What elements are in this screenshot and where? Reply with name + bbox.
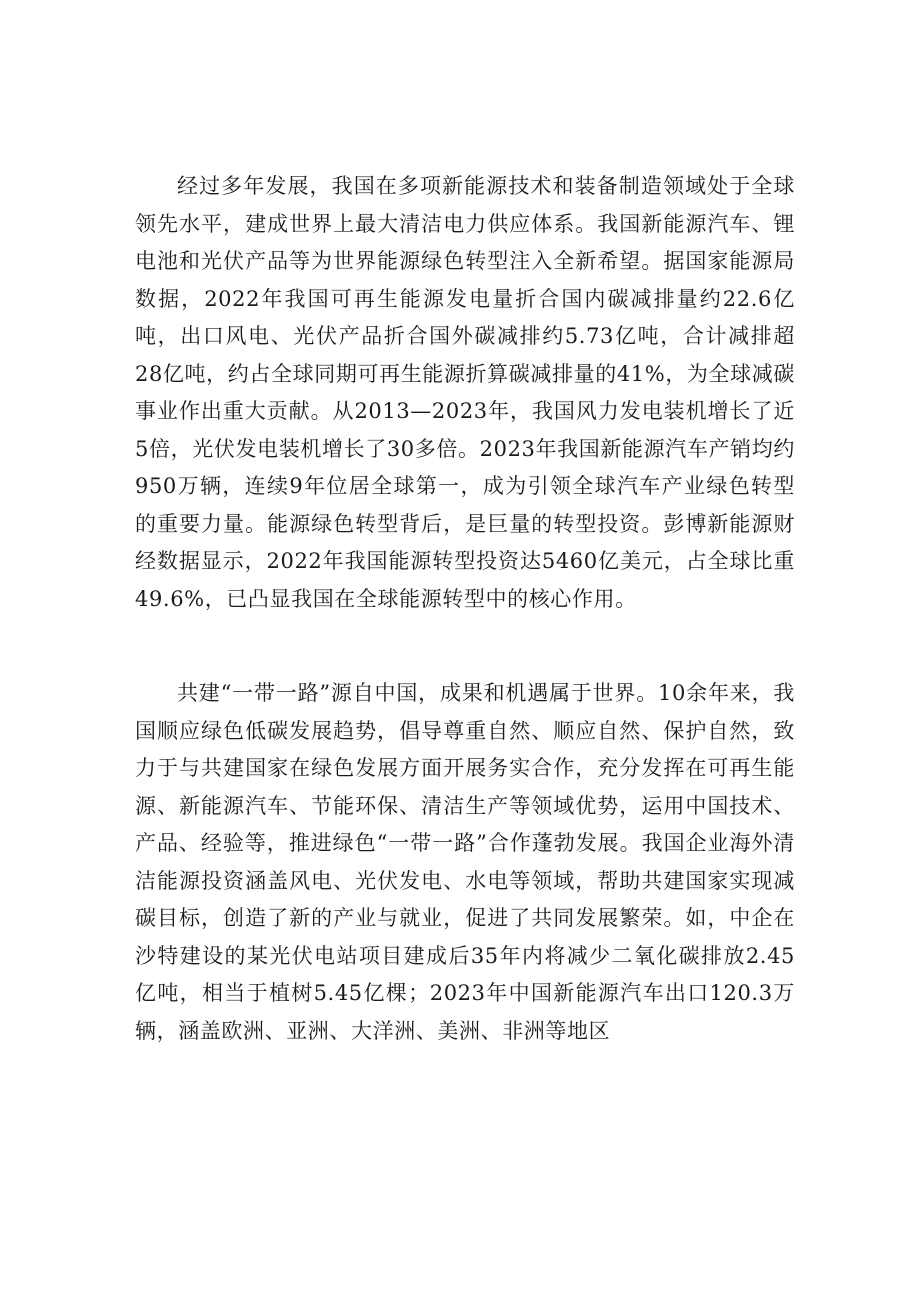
body-paragraph-1 [135, 168, 795, 618]
paragraph-text: 经过多年发展，我国在多项新能源技术和装备制造领域处于全球领先水平，建成世界上最大清洁电力供应体系。我国新能源汽车、锂电池和光伏产品等为世界能源绿色转型注入全新希望。据国家能源局数据，2022年我国可再生能源发电量折合国内碳减排量约22.6亿吨，出口风电、光伏产品折合国外碳减排约5.73亿吨，合计减排超28亿吨，约占全球同期可再生能源折算碳减排量的41%，为全球减碳事业作出重大贡献。从2013—2023年，我国风力发电装机增长了近5倍，光伏发电装机增长了30多倍。2023年我国新能源汽车产销均约950万辆，连续9年位居全球第一，成为引领全球汽车产业绿色转型的重要力量。能源绿色转型背后，是巨量的转型投资。彭博新能源财经数据显示，2022年我国能源转型投资达5460亿美元，占全球比重49.6%，已凸显我国在全球能源转型中的核心作用。 [135, 174, 795, 611]
paragraph-text: 共建“一带一路”源自中国，成果和机遇属于世界。10余年来，我国顺应绿色低碳发展趋势，倡导尊重自然、顺应自然、保护自然，致力于与共建国家在绿色发展方面开展务实合作，充分发挥在可再生能源、新能源汽车、节能环保、清洁生产等领域优势，运用中国技术、产品、经验等，推进绿色“一带一路”合作蓬勃发展。我国企业海外清洁能源投资涵盖风电、光伏发电、水电等领域，帮助共建国家实现减碳目标，创造了新的产业与就业，促进了共同发展繁荣。如，中企在沙特建设的某光伏电站项目建成后35年内将减少二氧化碳排放2.45亿吨，相当于植树5.45亿棵；2023年中国新能源汽车出口120.3万辆，涵盖欧洲、亚洲、大洋洲、美洲、非洲等地区 [135, 681, 795, 1043]
body-paragraph-2 [135, 675, 795, 1050]
